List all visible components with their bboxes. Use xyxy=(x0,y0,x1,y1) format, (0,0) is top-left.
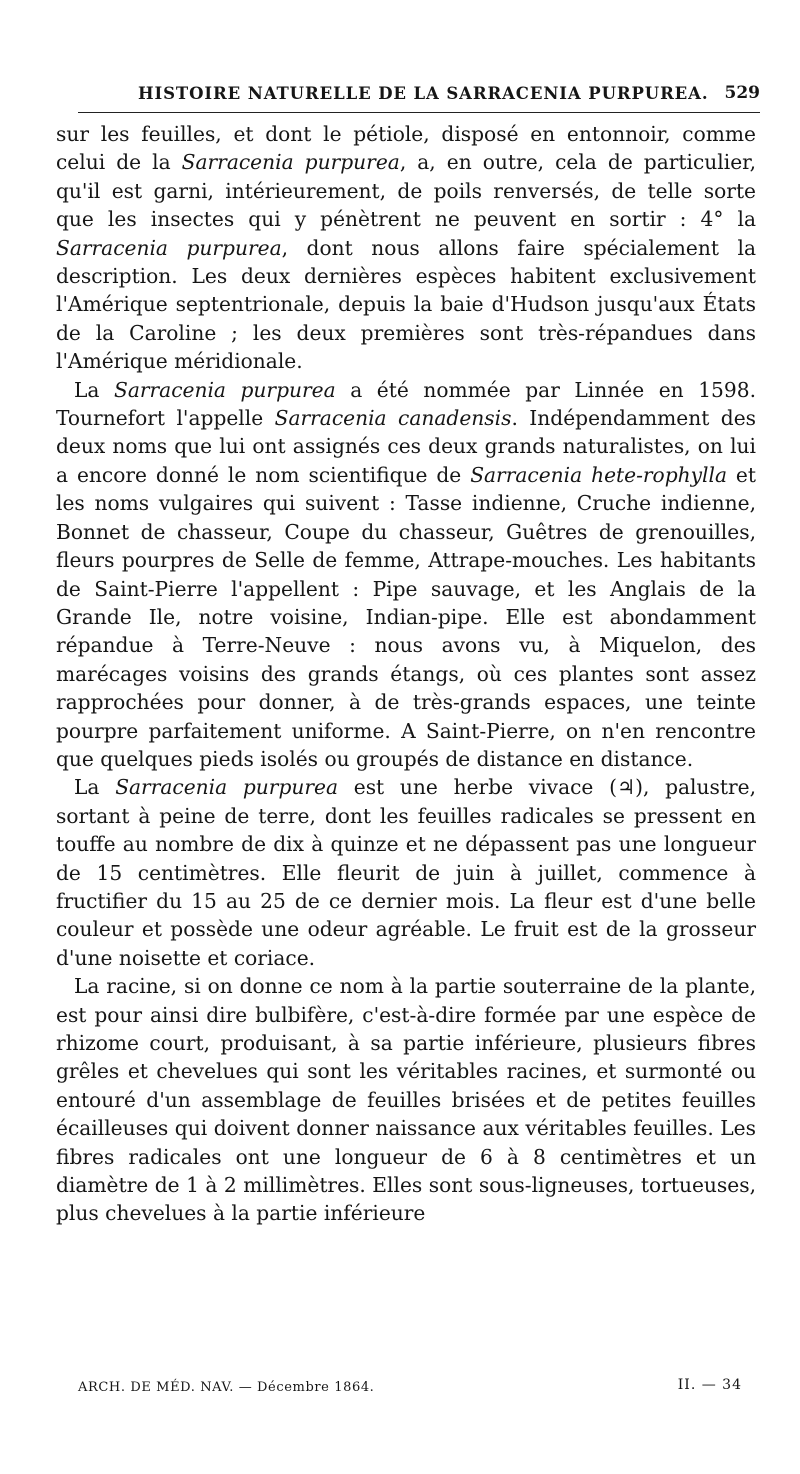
text-run: La racine, si on donne ce nom à la partie souterraine de la plante, est pour ainsi dire bulbifère, c'est-à-dire formée par une espèce de rhizome court, produisant, à sa partie inférieure, plusieurs fibres grêles et chevelues qui sont les véritables racines, et surmonté ou entouré d'un assemblage de feuilles brisées et de petites feuilles écailleuses qui doivent donner naissance aux véritables feuilles. Les fibres radicales ont une longueur de 6 à 8 centimètres et un diamètre de 1 à 2 millimètres. Elles sont sous-ligneuses, tortueuses, plus chevelues à la partie inférieure xyxy=(56,974,756,1226)
paragraph xyxy=(56,120,756,376)
text-run: a été nommée par Linnée en 1598. Tournefort l'appelle xyxy=(56,377,757,431)
italic-run: Sarracenia purpurea xyxy=(114,377,336,402)
text-run: La xyxy=(74,377,114,402)
signature-mark: II. — 34 xyxy=(677,1377,742,1393)
italic-run: Sarracenia purpurea xyxy=(56,235,282,260)
text-run: La xyxy=(74,775,116,800)
journal-citation: ARCH. DE MÉD. NAV. — Décembre 1864. xyxy=(78,1380,375,1395)
page-number: 529 xyxy=(724,83,760,103)
italic-run: Sarracenia hete-rophylla xyxy=(470,462,727,487)
italic-run: Sarracenia purpurea xyxy=(181,150,400,175)
text-run: et les noms vulgaires qui suivent : Tasse indienne, Cruche indienne, Bonnet de chasseur, Coupe du chasseur, Guêtres de grenouilles, fleurs pourpres de Selle de femme, Attrape-mouches. Les habitants de Saint-Pierre l'appellent : Pipe sauvage, et les Anglais de la Grande Ile, notre voisine, Indian-pipe. Elle est abondamment répandue à Terre-Neuve : nous avons vu, à Miquelon, des marécages voisins des grands étangs, où ces plantes sont assez rapprochées pour donner, à de très-grands espaces, une teinte pourpre parfaitement uniforme. A Saint-Pierre, on n'en rencontre que quelques pieds isolés ou groupés de distance en distance. xyxy=(56,462,756,771)
text-run: , a, en outre, cela de particulier, qu'il est garni, intérieurement, de poils renversés, de telle sorte que les insectes qui y pénètrent ne peuvent en sortir : 4° la xyxy=(56,150,757,232)
text-run: . Indépendamment des deux noms que lui ont assignés ces deux grands naturalistes, on lui a encore donné le nom scientifique de xyxy=(56,406,756,487)
page-footer xyxy=(78,1377,756,1404)
text-run: , dont nous allons faire spécialement la description. Les deux dernières espèces habitent exclusivement l'Amérique septentrionale, depuis la baie d'Hudson jusqu'aux États de la Caroline ; les deux premières sont très-répandues dans l'Amérique méridionale. xyxy=(56,235,757,374)
italic-run: Sarracenia purpurea xyxy=(115,775,339,800)
paragraph xyxy=(56,972,756,1228)
paragraph xyxy=(56,376,756,774)
text-run: est une herbe vivace (♃), palustre, sortant à peine de terre, dont les feuilles radicales se pressent en touffe au nombre de dix à quinze et ne dépassent pas une longueur de 15 centimètres. Elle fleurit de juin à juillet, commence à fructifier du 15 au 25 de ce dernier mois. La fleur est d'une belle couleur et possède une odeur agréable. Le fruit est de la grosseur d'une noisette et coriace. xyxy=(56,775,757,970)
paragraph xyxy=(56,773,756,972)
body-text xyxy=(56,120,756,1228)
italic-run: Sarracenia canadensis xyxy=(274,406,512,431)
running-title: HISTOIRE NATURELLE DE LA SARRACENIA PURPUREA. xyxy=(138,84,709,103)
page-header xyxy=(78,82,760,113)
text-run: sur les feuilles, et dont le pétiole, disposé en entonnoir, comme celui de la xyxy=(56,122,756,175)
